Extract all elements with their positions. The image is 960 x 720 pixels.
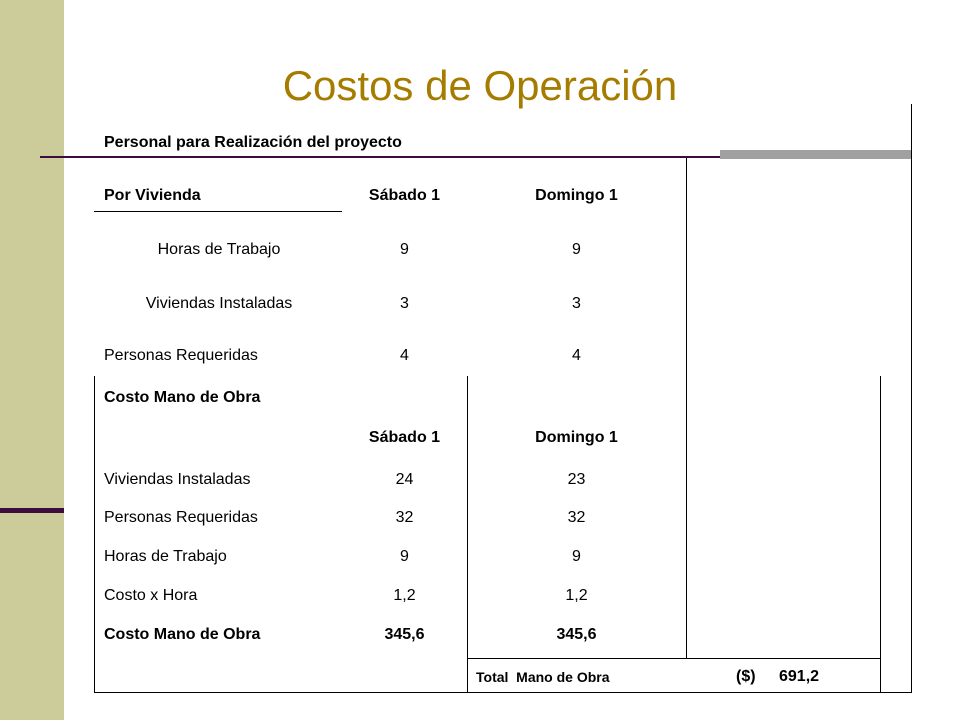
row-label: Viviendas Instaladas xyxy=(145,295,293,312)
total-row-domingo: 345,6 xyxy=(556,626,597,643)
table-divider-right xyxy=(686,158,687,658)
grand-total-currency: ($) xyxy=(736,668,756,685)
title-underline-grey xyxy=(720,150,912,159)
row-value-domingo: 32 xyxy=(567,509,586,526)
title-underline xyxy=(40,156,720,158)
column-header-sabado: Sábado 1 xyxy=(368,429,441,446)
row-value-sabado: 3 xyxy=(400,295,409,312)
total-row-label: Costo Mano de Obra xyxy=(104,626,261,643)
row-label: Costo x Hora xyxy=(104,587,198,604)
column-header-sabado: Sábado 1 xyxy=(368,187,441,204)
row-value-domingo: 9 xyxy=(572,548,581,565)
table-left-border-lower xyxy=(94,376,95,692)
row-value-sabado: 9 xyxy=(400,548,409,565)
grand-total-top-border xyxy=(467,658,881,659)
section1-heading: Personal para Realización del proyecto xyxy=(104,134,402,151)
row-value-sabado: 24 xyxy=(395,471,414,488)
row-value-domingo: 4 xyxy=(572,347,581,364)
row-value-domingo: 23 xyxy=(567,471,586,488)
row-value-domingo: 9 xyxy=(572,241,581,258)
row-label: Horas de Trabajo xyxy=(104,548,227,565)
total-row-sabado: 345,6 xyxy=(384,626,425,643)
row-label: Personas Requeridas xyxy=(104,509,258,526)
table-bottom-border xyxy=(94,692,912,693)
column-header-domingo: Domingo 1 xyxy=(535,187,618,204)
column-header-domingo: Domingo 1 xyxy=(535,429,618,446)
row-value-sabado: 4 xyxy=(400,347,409,364)
header-underline xyxy=(94,211,342,212)
table-right-outer-border xyxy=(911,104,912,692)
row-label: Horas de Trabajo xyxy=(157,241,281,258)
row-value-domingo: 3 xyxy=(572,295,581,312)
grand-total-label: Total Mano de Obra xyxy=(476,669,610,685)
section2-heading: Costo Mano de Obra xyxy=(104,389,261,406)
column-header-por-vivienda: Por Vivienda xyxy=(104,187,201,204)
row-value-sabado: 1,2 xyxy=(393,587,416,604)
row-label: Personas Requeridas xyxy=(104,347,258,364)
page-title: Costos de Operación xyxy=(282,62,678,109)
row-label: Viviendas Instaladas xyxy=(104,471,251,488)
row-value-sabado: 9 xyxy=(400,241,409,258)
section-divider xyxy=(94,376,95,377)
table-right-inner-border xyxy=(880,376,881,692)
row-value-sabado: 32 xyxy=(395,509,414,526)
grand-total-value: 691,2 xyxy=(779,668,820,685)
sidebar-accent-line xyxy=(0,508,64,513)
row-value-domingo: 1,2 xyxy=(565,587,588,604)
